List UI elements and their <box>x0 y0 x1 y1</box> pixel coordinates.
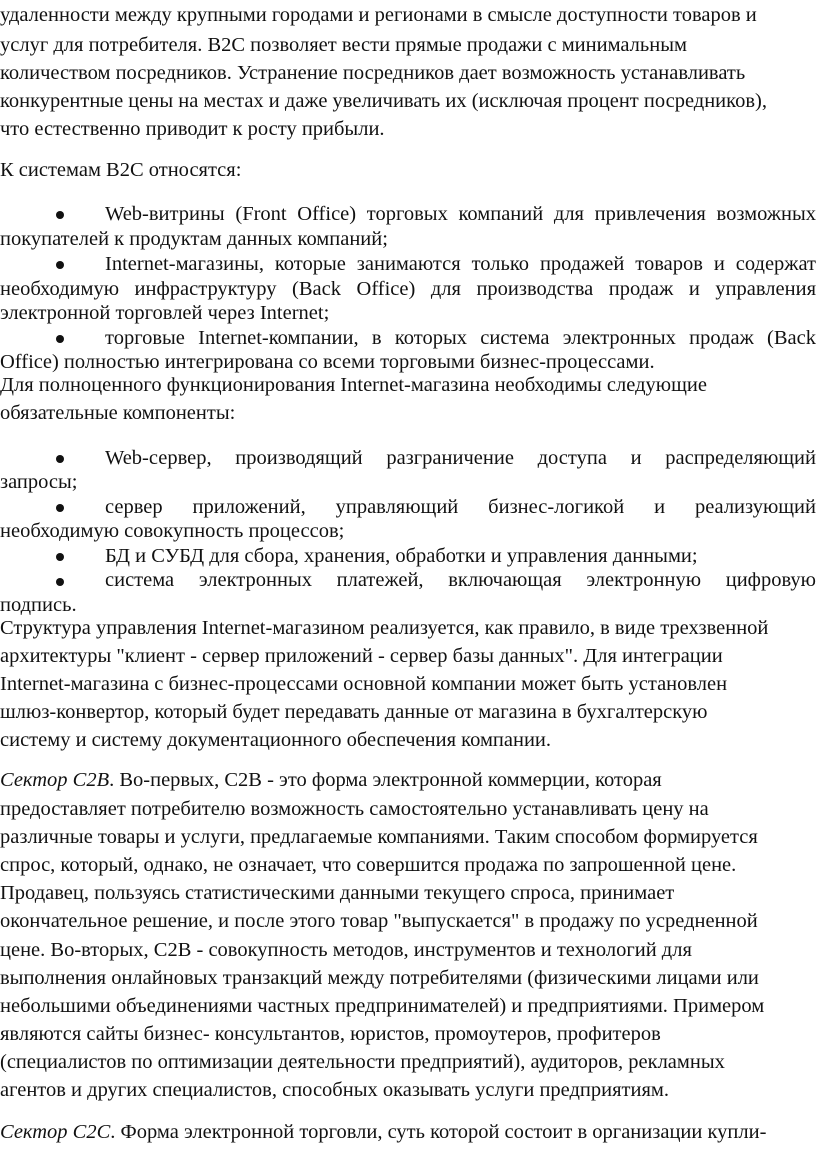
paragraph-line: архитектуры "клиент - сервер приложений - сервер базы данных". Для интеграции <box>0 645 723 667</box>
paragraph-line: спрос, который, однако, не означает, что совершится продажа по запрошенной цене. <box>0 854 737 876</box>
paragraph-line: (специалистов по оптимизации деятельности предприятий), аудиторов, рекламных <box>0 1051 725 1073</box>
bullet-icon <box>56 261 64 269</box>
paragraph-line: Продавец, пользуясь статистическими данными текущего спроса, принимает <box>0 882 675 904</box>
paragraph-line: выполнения онлайновых транзакций между потребителями (физическими лицами или <box>0 967 759 989</box>
paragraph-line <box>0 1119 766 1146</box>
bullet-icon <box>56 504 64 512</box>
list-item-text: система электронных платежей, включающая электронную цифровую <box>105 569 816 591</box>
list-item-text: Web-витрины (Front Office) торговых компаний для привлечения возможных <box>105 203 816 225</box>
list-item-text: Web-сервер, производящий разграничение доступа и распределяющий <box>105 447 816 469</box>
paragraph-line: агентов и других специалистов, способных оказывать услуги предприятиям. <box>0 1079 670 1101</box>
list-item-text: покупателей к продуктам данных компаний; <box>0 228 388 250</box>
paragraph-line: различные товары и услуги, предлагаемые компаниями. Таким способом формируется <box>0 826 758 848</box>
section-heading: К системам B2C относятся: <box>0 159 242 181</box>
section-heading: Для полноценного функционирования Internet-магазина необходимы следующие <box>0 374 707 396</box>
paragraph-text: . Форма электронной торговли, суть которой состоит в организации купли- <box>110 1121 767 1143</box>
sector-label: Сектор C2C <box>0 1121 111 1143</box>
bullet-icon <box>56 211 64 219</box>
paragraph-line: конкурентные цены на местах и даже увеличивать их (исключая процент посредников), <box>0 90 767 112</box>
paragraph-line: что естественно приводит к росту прибыли. <box>0 118 385 140</box>
paragraph-line: цене. Во-вторых, C2B - совокупность методов, инструментов и технологий для <box>0 939 692 961</box>
paragraph-line: шлюз-конвертор, который будет передавать данные от магазина в бухгалтерскую <box>0 701 708 723</box>
list-item-text: торговые Internet-компании, в которых система электронных продаж (Back <box>105 327 816 349</box>
list-item-text: БД и СУБД для сбора, хранения, обработки и управления данными; <box>105 545 698 567</box>
paragraph-line: предоставляет потребителю возможность самостоятельно устанавливать цену на <box>0 798 709 820</box>
paragraph-line: Структура управления Internet-магазином реализуется, как правило, в виде трехзвенной <box>0 617 769 639</box>
paragraph-line: небольшими объединениями частных предпринимателей) и предприятиями. Примером <box>0 995 765 1017</box>
list-item-text: сервер приложений, управляющий бизнес-логикой и реализующий <box>105 496 816 518</box>
section-heading: обязательные компоненты: <box>0 402 236 424</box>
list-item-text: необходимую совокупность процессов; <box>0 520 345 542</box>
paragraph-line: систему и систему документационного обеспечения компании. <box>0 729 552 751</box>
paragraph-line: окончательное решение, и после этого товар "выпускается" в продажу по усредненной <box>0 910 758 932</box>
bullet-icon <box>56 455 64 463</box>
list-item-text: Office) полностью интегрирована со всеми торговыми бизнес-процессами. <box>0 351 655 373</box>
list-item-text: подпись. <box>0 594 77 616</box>
bullet-icon <box>56 335 64 343</box>
bullet-icon <box>56 578 64 586</box>
paragraph-line: Internet-магазина с бизнес-процессами основной компании может быть установлен <box>0 673 728 695</box>
paragraph-text: . Во-первых, C2B - это форма электронной коммерции, которая <box>109 769 662 791</box>
paragraph-line: услуг для потребителя. B2C позволяет вести прямые продажи с минимальным <box>0 34 687 56</box>
list-item-text: запросы; <box>0 471 78 493</box>
sector-label: Сектор C2B <box>0 769 110 791</box>
paragraph-line <box>0 767 662 794</box>
paragraph-line: являются сайты бизнес- консультантов, юристов, промоутеров, профитеров <box>0 1023 661 1045</box>
list-item-text: электронной торговлей через Internet; <box>0 302 330 324</box>
paragraph-line: количеством посредников. Устранение посредников дает возможность устанавливать <box>0 62 746 84</box>
list-item-text: Internet-магазины, которые занимаются только продажей товаров и содержат <box>105 253 816 275</box>
list-item-text: необходимую инфраструктуру (Back Office) для производства продаж и управления <box>0 278 816 300</box>
bullet-icon <box>56 553 64 561</box>
paragraph-line: удаленности между крупными городами и регионами в смысле доступности товаров и <box>0 4 757 26</box>
